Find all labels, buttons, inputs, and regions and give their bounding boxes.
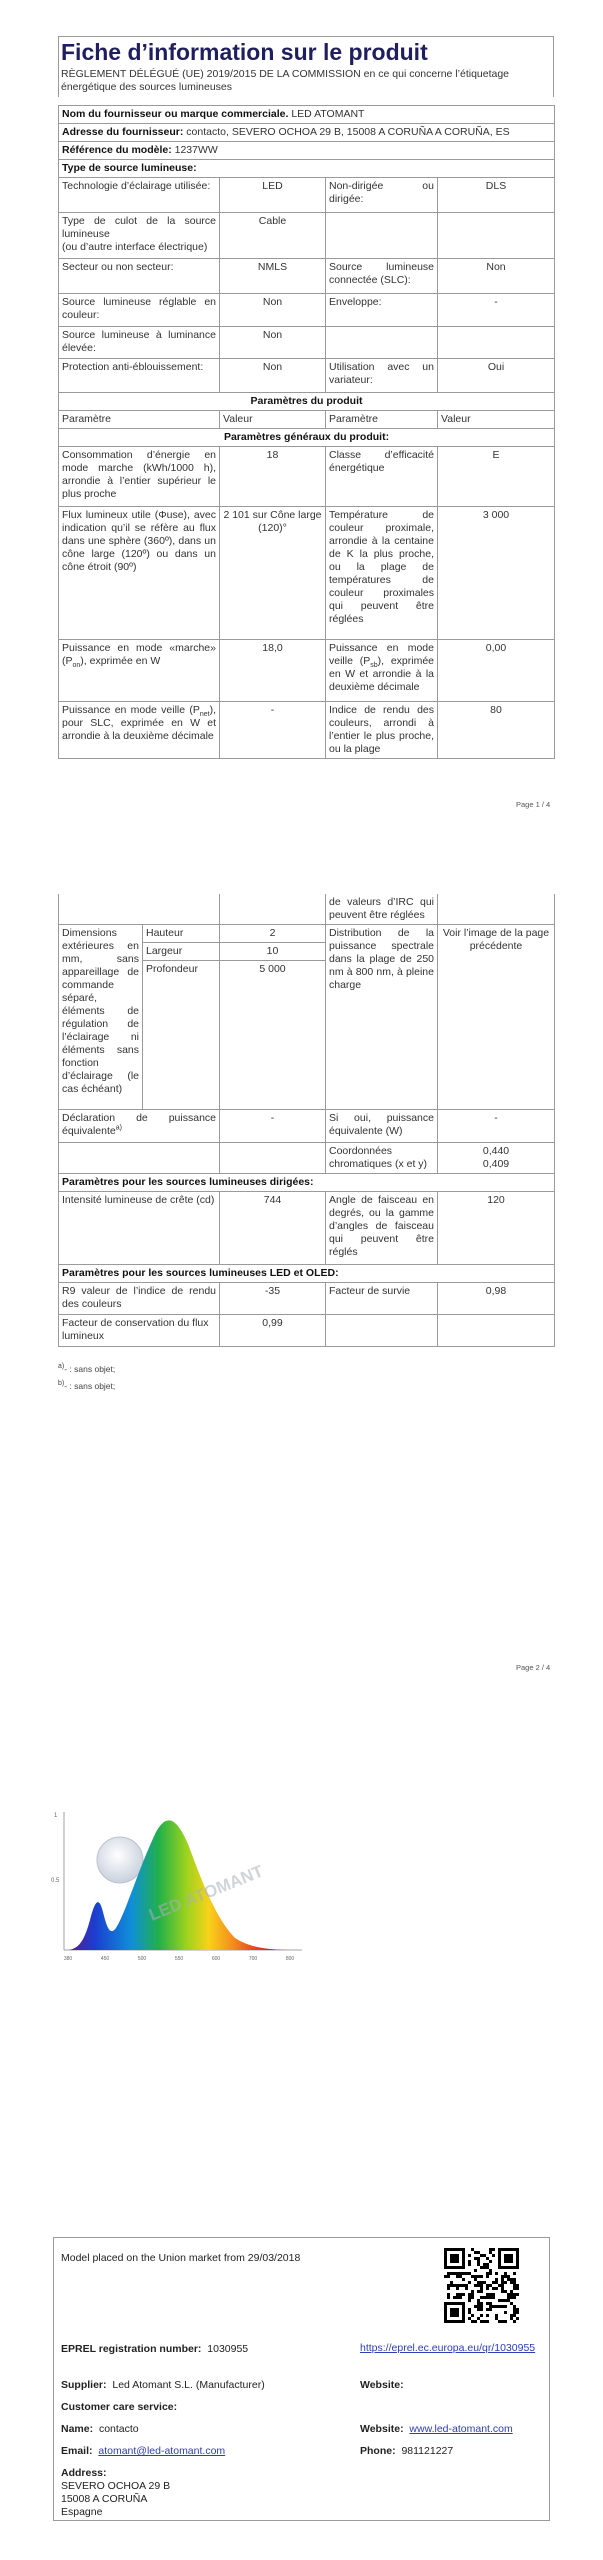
mains-label: Secteur ou non secteur: — [59, 259, 220, 294]
footnote-b — [58, 1381, 115, 1391]
page-label: Page — [516, 800, 534, 809]
empty-cell — [326, 327, 438, 359]
general-params-header: Paramètres généraux du produit: — [59, 429, 555, 447]
depth-label: Profondeur — [143, 961, 220, 1110]
x-tick-label: 500 — [137, 1956, 147, 1962]
address-value: contacto, SEVERO OCHOA 29 B, 15008 A CORUÑA A CORUÑA, ES — [186, 126, 510, 138]
footnote-marker-a: a) — [115, 1124, 122, 1132]
footnote-a-marker: a) — [58, 1363, 65, 1371]
peak-intensity-value: 744 — [220, 1192, 326, 1265]
high-luminance-value: Non — [220, 327, 326, 359]
empty-cell — [59, 894, 220, 925]
supplier-value: LED ATOMANT — [291, 108, 365, 120]
empty-cell — [438, 1315, 555, 1347]
page-current: 1 — [535, 800, 540, 809]
empty-cell — [220, 894, 326, 925]
r9-value: -35 — [220, 1283, 326, 1315]
email-link[interactable]: atomant@led-atomant.com — [98, 2445, 226, 2457]
equivalent-power-label: Si oui, puissance équivalente (W) — [326, 1110, 438, 1143]
net-standby-sub: net — [199, 711, 210, 719]
cct-label: Température de couleur proximale, arrondie à la centaine de K la plus proche, ou la plage de températures de couleur proximales qui peuvent être réglées — [326, 507, 438, 640]
email-label: Email: — [61, 2445, 93, 2457]
model-label: Référence du modèle: — [62, 144, 172, 156]
colour-tunable-label: Source lumineuse réglable en couleur: — [59, 294, 220, 327]
page-total: / 4 — [541, 1663, 551, 1672]
glare-label: Protection anti-éblouissement: — [59, 359, 220, 393]
footnote-b-marker: b) — [58, 1380, 65, 1388]
product-table-page-2 — [58, 894, 555, 1347]
high-luminance-label: Source lumineuse à luminance élevée: — [59, 327, 220, 359]
col-header-param: Paramètre — [59, 411, 220, 429]
envelope-value: - — [438, 294, 555, 327]
regulation-ref: RÈGLEMENT DÉLÉGUÉ (UE) 2019/2015 DE LA COMMISSION — [61, 68, 361, 80]
name-label: Name: — [61, 2423, 94, 2435]
eprel-label: EPREL registration number: — [61, 2343, 202, 2355]
survival-factor-value: 0,98 — [438, 1283, 555, 1315]
equivalent-power-value: - — [438, 1110, 555, 1143]
standby-text-end: ), exprimée en W et arrondie à la deuxième décimale — [329, 655, 434, 693]
net-standby-value: - — [220, 702, 326, 759]
eprel-info-card — [53, 2237, 550, 2521]
chromaticity-y: 0,409 — [482, 1158, 510, 1170]
on-mode-text-end: ), exprimée en W — [80, 655, 161, 667]
model-value: 1237WW — [174, 144, 218, 156]
bulb-logo-icon — [97, 1837, 143, 1883]
height-value: 2 — [220, 925, 326, 943]
envelope-label: Enveloppe: — [326, 294, 438, 327]
x-tick-labels — [64, 1956, 295, 1962]
cap-label: Type de culot de la source lumineuse — [62, 215, 216, 240]
eprel-link[interactable]: https://eprel.ec.europa.eu/qr/1030955 — [360, 2342, 536, 2354]
supplier-label: Supplier: — [61, 2379, 107, 2391]
empty-cell — [438, 327, 555, 359]
on-mode-power-label — [59, 640, 220, 702]
connected-label: Source lumineuse connectée (SLC): — [326, 259, 438, 294]
chromaticity-x: 0,440 — [482, 1145, 510, 1157]
page-number-1 — [516, 800, 550, 809]
x-tick-label: 550 — [174, 1956, 184, 1962]
address-label: Adresse du fournisseur: — [62, 126, 184, 138]
col-header-param: Paramètre — [326, 411, 438, 429]
width-value: 10 — [220, 943, 326, 961]
supplier-label: Nom du fournisseur ou marque commerciale. — [62, 108, 289, 120]
contact-name — [61, 2423, 139, 2436]
mains-value: NMLS — [220, 259, 326, 294]
glare-value: Non — [220, 359, 326, 393]
watermark-text: LED ATOMANT — [146, 1861, 267, 1925]
lumen-maintenance-label: Facteur de conservation du flux lumineux — [59, 1315, 220, 1347]
supplier-value: Led Atomant S.L. (Manufacturer) — [112, 2379, 265, 2391]
standby-power-value: 0,00 — [438, 640, 555, 702]
net-standby-label — [59, 702, 220, 759]
contact-email — [61, 2445, 225, 2458]
spectral-distribution-value: Voir l’image de la page précédente — [438, 925, 555, 1110]
qr-code-icon[interactable] — [444, 2248, 519, 2323]
equivalent-text: Déclaration de puissance équivalente — [62, 1112, 216, 1137]
consumption-value: 18 — [220, 447, 326, 507]
sheet-page-1 — [58, 36, 554, 97]
spectral-distribution-label: Distribution de la puissance spectrale dans la plage de 250 nm à 800 nm, à pleine charge — [326, 925, 438, 1110]
connected-value: Non — [438, 259, 555, 294]
standby-text: Puissance en mode veille (P — [329, 642, 434, 667]
address-row — [59, 124, 555, 142]
page-label: Page — [516, 1663, 534, 1672]
equivalent-power-declaration — [59, 1110, 220, 1143]
standby-power-label — [326, 640, 438, 702]
cap-label-2: (ou d’autre interface électrique) — [62, 241, 208, 253]
tech-label: Technologie d’éclairage utilisée: — [59, 178, 220, 213]
name-value: contacto — [98, 2423, 139, 2435]
net-standby-text: Puissance en mode veille (P — [62, 704, 200, 716]
customer-care-header: Customer care service: — [61, 2401, 178, 2413]
address-line-1: SEVERO OCHOA 29 B — [61, 2480, 171, 2492]
address-label: Address: — [61, 2467, 107, 2479]
product-params-header: Paramètres du produit — [59, 393, 555, 411]
cri-continued: de valeurs d’IRC qui peuvent être réglées — [326, 894, 438, 925]
x-tick-label: 700 — [248, 1956, 258, 1962]
model-row — [59, 142, 555, 160]
directional-label: Non-dirigée ou dirigée: — [326, 178, 438, 213]
width-label: Largeur — [143, 943, 220, 961]
dimmable-label: Utilisation avec un variateur: — [326, 359, 438, 393]
contact-website — [360, 2423, 513, 2436]
tech-value: LED — [220, 178, 326, 213]
cri-value: 80 — [438, 702, 555, 759]
empty-cell — [220, 1143, 326, 1174]
net-standby-text-end: ), pour SLC, exprimée en W et arrondie à la deuxième décimale — [62, 704, 216, 742]
beam-angle-label: Angle de faisceau en degrés, ou la gamme d’angles de faisceau qui peuvent être réglés — [326, 1192, 438, 1265]
y-tick-mid: 0.5 — [51, 1878, 60, 1884]
directional-params-header: Paramètres pour les sources lumineuses dirigées: — [59, 1174, 555, 1192]
spectrum-svg — [50, 1800, 310, 1965]
spectral-distribution-image — [50, 1800, 310, 1965]
y-tick-top: 1 — [54, 1813, 58, 1819]
website-label: Website: — [360, 2379, 404, 2391]
empty-cell — [59, 1143, 220, 1174]
useful-flux-value: 2 101 sur Cône large (120)° — [220, 507, 326, 640]
x-tick-label: 800 — [285, 1956, 295, 1962]
source-type-header: Type de source lumineuse: — [59, 160, 555, 178]
empty-cell — [326, 1315, 438, 1347]
cap-cell — [59, 213, 220, 259]
footnote-a — [58, 1364, 115, 1374]
website-link[interactable]: www.led-atomant.com — [409, 2423, 513, 2435]
peak-intensity-label: Intensité lumineuse de crête (cd) — [59, 1192, 220, 1265]
empty-cell — [438, 894, 555, 925]
eprel-value: 1030955 — [207, 2343, 249, 2355]
eprel-number — [61, 2343, 248, 2356]
lumen-maintenance-value: 0,99 — [220, 1315, 326, 1347]
contact-phone — [360, 2445, 453, 2458]
address-line-3: Espagne — [61, 2506, 103, 2518]
chromaticity-label: Coordonnées chromatiques (x et y) — [326, 1143, 438, 1174]
footnote-b-text: - : sans objet; — [64, 1381, 116, 1391]
website-label-2: Website: — [360, 2423, 404, 2435]
depth-value: 5 000 — [220, 961, 326, 1110]
chromaticity-value — [438, 1143, 555, 1174]
phone-label: Phone: — [360, 2445, 396, 2457]
supplier-line — [61, 2379, 265, 2392]
x-tick-label: 380 — [63, 1956, 73, 1962]
dimensions-label: Dimensions extérieures en mm, sans appareillage de commande séparé, éléments de régulation de l’éclairage ni éléments sans fonction d’éclairage (le cas échéant) — [59, 925, 143, 1110]
supplier-row — [59, 106, 555, 124]
x-tick-label: 600 — [211, 1956, 221, 1962]
on-mode-text: Puissance en mode «marche» (P — [62, 642, 216, 667]
empty-cell — [438, 213, 555, 259]
height-label: Hauteur — [143, 925, 220, 943]
page-current: 2 — [535, 1663, 540, 1672]
colour-tunable-value: Non — [220, 294, 326, 327]
led-params-header: Paramètres pour les sources lumineuses LED et OLED: — [59, 1265, 555, 1283]
useful-flux-label: Flux lumineux utile (Φuse), avec indication qu’il se réfère au flux dans une sphère (360º), dans un cône large (120º) ou dans un cône étroit (90º) — [59, 507, 220, 640]
page-total: / 4 — [541, 800, 551, 809]
regulation-subtitle — [59, 67, 553, 97]
spectrum-curve — [68, 1820, 295, 1950]
consumption-label: Consommation d’énergie en mode marche (kWh/1000 h), arrondie à l’entier supérieur le plus proche — [59, 447, 220, 507]
col-header-value: Valeur — [220, 411, 326, 429]
col-header-value: Valeur — [438, 411, 555, 429]
empty-cell — [326, 213, 438, 259]
address-line-2: 15008 A CORUÑA — [61, 2493, 148, 2505]
product-table-page-1 — [58, 105, 555, 759]
cri-label: Indice de rendu des couleurs, arrondi à l’entier le plus proche, ou la plage — [326, 702, 438, 759]
beam-angle-value: 120 — [438, 1192, 555, 1265]
page-title: Fiche d’information sur le produit — [61, 39, 428, 65]
dimmable-value: Oui — [438, 359, 555, 393]
eprel-link-container — [360, 2342, 540, 2355]
efficiency-class-label: Classe d’efficacité énergétique — [326, 447, 438, 507]
survival-factor-label: Facteur de survie — [326, 1283, 438, 1315]
on-mode-power-value: 18,0 — [220, 640, 326, 702]
efficiency-class-value: E — [438, 447, 555, 507]
standby-sub: sb — [370, 662, 378, 670]
x-tick-label: 450 — [100, 1956, 110, 1962]
cct-value: 3 000 — [438, 507, 555, 640]
equivalent-power-declaration-value: - — [220, 1110, 326, 1143]
cap-value: Cable — [220, 213, 326, 259]
directional-value: DLS — [438, 178, 555, 213]
qr-code-svg — [444, 2248, 519, 2323]
page-number-2 — [516, 1663, 550, 1672]
footnote-a-text: - : sans objet; — [64, 1364, 116, 1374]
on-mode-sub: on — [72, 662, 81, 670]
market-placement: Model placed on the Union market from 29/03/2018 — [61, 2252, 301, 2264]
phone-value: 981121227 — [401, 2445, 454, 2457]
r9-label: R9 valeur de l’indice de rendu des couleurs — [59, 1283, 220, 1315]
regulation-rest: en ce qui concerne l’étiquetage énergétique des sources lumineuses — [61, 68, 510, 93]
